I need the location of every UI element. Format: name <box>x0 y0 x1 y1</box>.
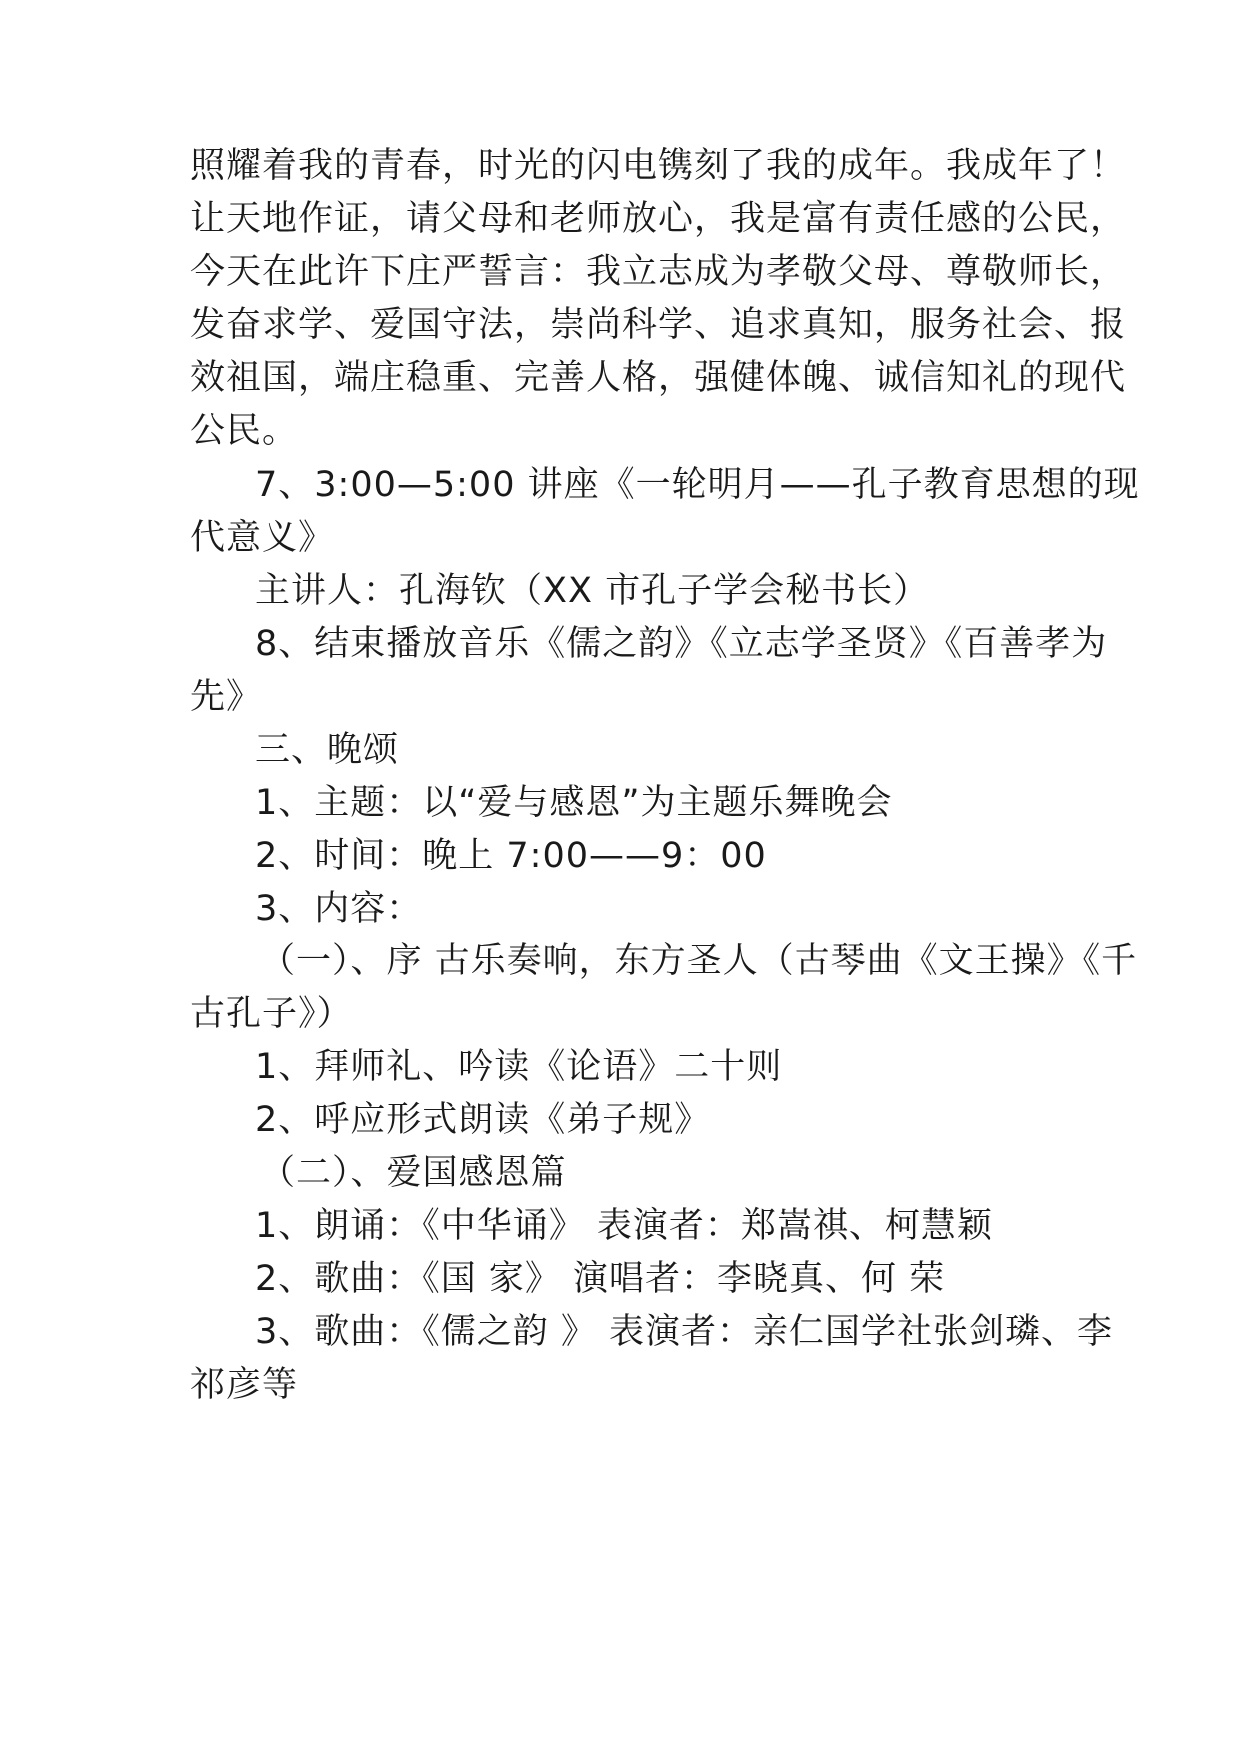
program-item: 1、朗诵：《中华诵》 表演者：郑嵩祺、柯慧颖 <box>255 1206 993 1246</box>
program-item: 1、拜师礼、吟读《论语》二十则 <box>255 1047 783 1087</box>
evening-content-label: 3、内容： <box>255 889 423 929</box>
paragraph-line: 公民。 <box>190 411 299 451</box>
subsection-patriotic: （二）、爱国感恩篇 <box>260 1153 567 1193</box>
agenda-item-lecture-cont: 代意义》 <box>190 518 335 558</box>
section-heading: 三、晚颂 <box>255 730 400 770</box>
paragraph-line: 发奋求学、爱国守法，崇尚科学、追求真知，服务社会、报 <box>190 305 1127 345</box>
paragraph-line: 照耀着我的青春，时光的闪电镌刻了我的成年。我成年了！ <box>190 146 1127 186</box>
agenda-item-music: 8、结束播放音乐《儒之韵》《立志学圣贤》《百善孝为 <box>255 624 1108 664</box>
subsection-prelude-cont: 古孔子》） <box>190 994 353 1034</box>
program-item: 2、呼应形式朗读《弟子规》 <box>255 1100 711 1140</box>
subsection-prelude: （一）、序 古乐奏响，东方圣人（古琴曲《文王操》《千 <box>260 941 1138 981</box>
evening-theme: 1、主题：以“爱与感恩”为主题乐舞晚会 <box>255 783 893 823</box>
paragraph-line: 效祖国，端庄稳重、完善人格，强健体魄、诚信知礼的现代 <box>190 358 1127 398</box>
program-item-cont: 祁彦等 <box>190 1365 299 1405</box>
agenda-item-music-cont: 先》 <box>190 677 263 717</box>
evening-time: 2、时间：晚上 7:00——9：00 <box>255 836 767 876</box>
paragraph-line: 让天地作证，请父母和老师放心，我是富有责任感的公民， <box>190 199 1127 239</box>
speaker-line: 主讲人：孔海钦（XX 市孔子学会秘书长） <box>255 571 930 611</box>
program-item: 3、歌曲：《儒之韵 》 表演者：亲仁国学社张剑璘、李 <box>255 1312 1114 1352</box>
agenda-item-lecture: 7、3:00—5:00 讲座《一轮明月——孔子教育思想的现 <box>255 465 1140 505</box>
paragraph-line: 今天在此许下庄严誓言：我立志成为孝敬父母、尊敬师长， <box>190 252 1127 292</box>
program-item: 2、歌曲：《国 家》 演唱者：李晓真、何 荣 <box>255 1259 946 1299</box>
